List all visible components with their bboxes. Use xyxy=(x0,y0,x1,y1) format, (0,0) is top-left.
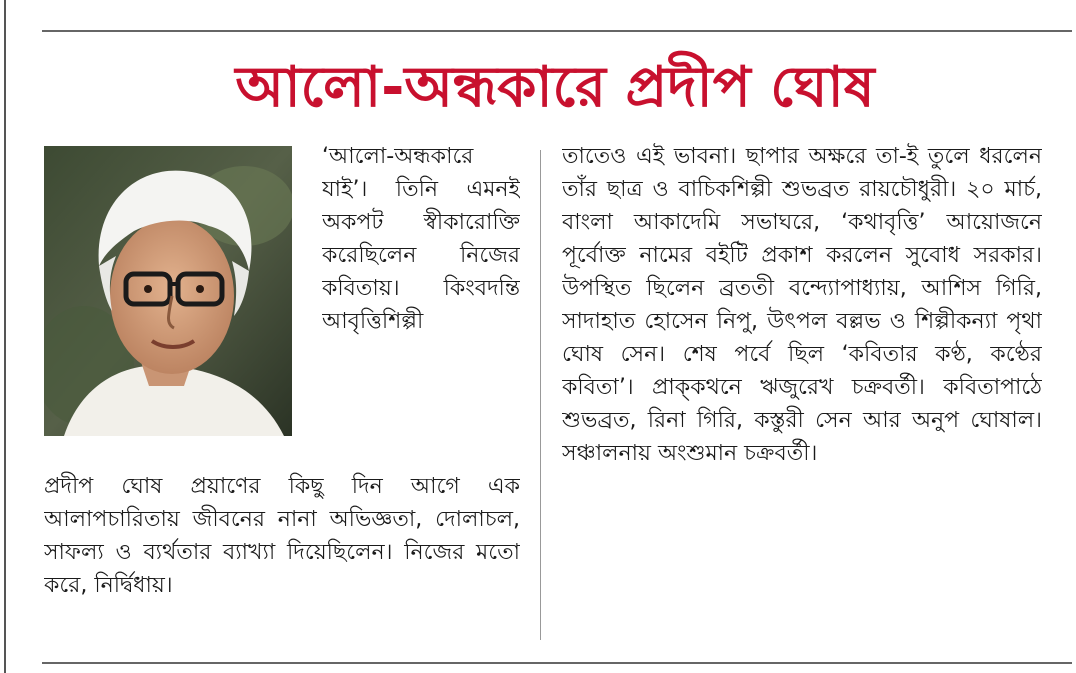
article-text-beside-photo: ‘আলো-অন্ধকারে যাই’। তিনি এমনই অকপট স্বীকারোক্তি করেছিলেন নিজের কবিতায়। কিংবদন্তি আবৃত্তিশিল্পী xyxy=(322,144,520,334)
bottom-rule xyxy=(42,662,1072,664)
article-text-below-photo: প্রদীপ ঘোষ প্রয়াণের কিছু দিন আগে এক আলাপচারিতায় জীবনের নানা অভিজ্ঞতা, দোলাচল, সাফল্য ও ব্যর্থতার ব্যাখ্যা দিয়েছিলেন। নিজের মতো করে, নির্দ্বিধায়। xyxy=(44,474,520,598)
page-left-border xyxy=(4,0,6,673)
column-divider xyxy=(540,150,541,640)
portrait-photo xyxy=(44,146,292,436)
top-rule xyxy=(42,30,1072,32)
headline: আলো-অন্ধকারে প্রদীপ ঘোষ xyxy=(235,55,875,120)
article-text-right-column: তাতেও এই ভাবনা। ছাপার অক্ষরে তা-ই তুলে ধরলেন তাঁর ছাত্র ও বাচিকশিল্পী শুভব্রত রায়চৌধুরী। ২০ মার্চ, বাংলা আকাদেমি সভাঘরে, ‘কথাবৃত্তি’ আয়োজনে পূর্বোক্ত নামের বইটি প্রকাশ করলেন সুবোধ সরকার। উপস্থিত ছিলেন ব্রততী বন্দ্যোপাধ্যায়, আশিস গিরি, সাদাহাত হোসেন নিপু, উৎপল বল্লভ ও শিল্পীকন্যা পৃথা ঘোষ সেন। শেষ পর্বে ছিল ‘কবিতার কণ্ঠ, কণ্ঠের কবিতা’। প্রাক্‌কথনে ঋজুরেখ চক্রবর্তী। কবিতাপাঠে শুভব্রত, রিনা গিরি, কস্তুরী সেন আর অনুপ ঘোষাল। সঞ্চালনায় অংশুমান চক্রবর্তী। xyxy=(562,144,1042,466)
